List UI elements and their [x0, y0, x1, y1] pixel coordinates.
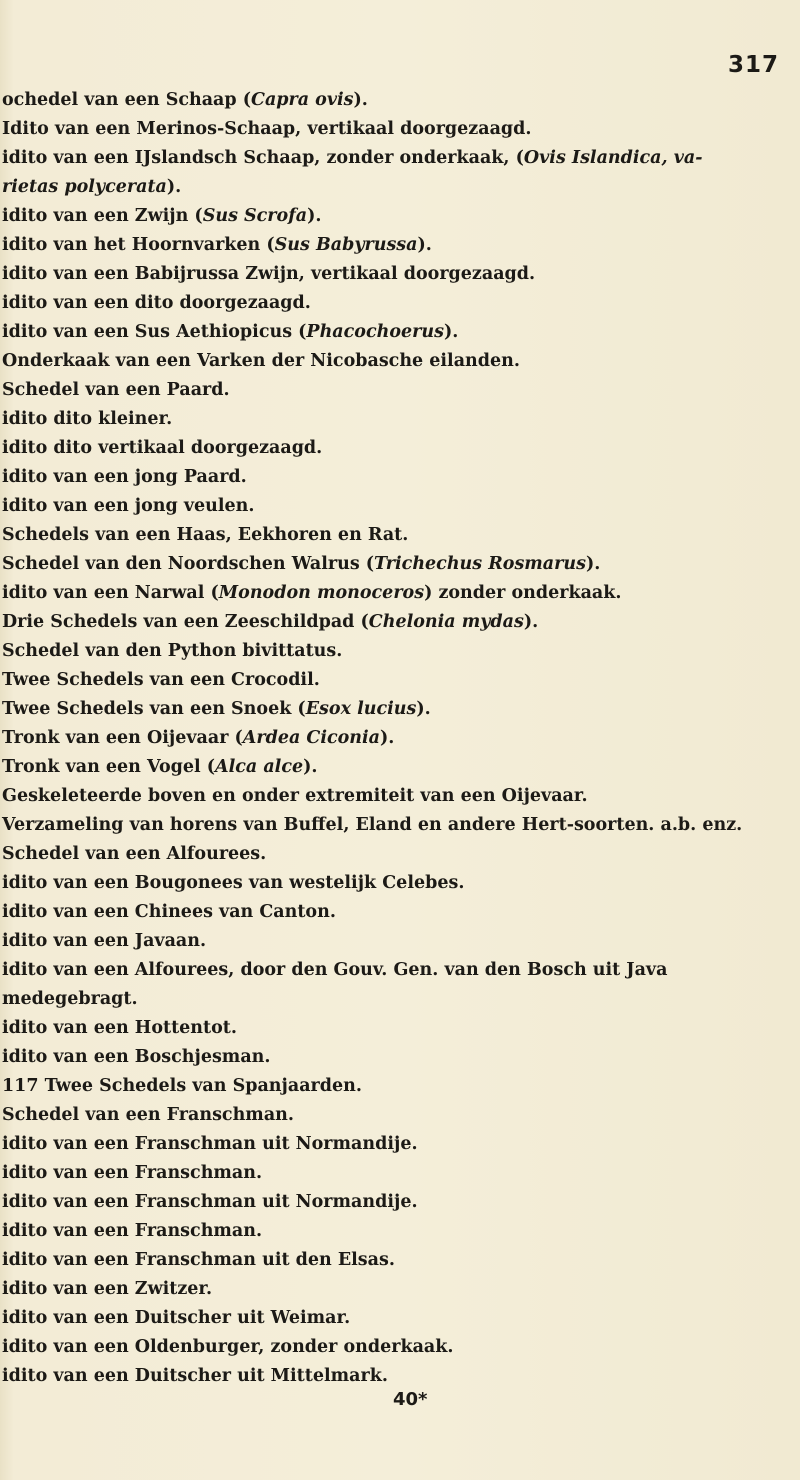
catalogue-entry — [0, 1101, 790, 1130]
catalogue-entry — [0, 985, 790, 1014]
entry-taxon-name: rietas polycerata — [2, 177, 167, 197]
entry-text: ). — [416, 699, 431, 719]
entry-text: idito van een Alfourees, door den Gouv. Gen. van den Bosch uit Java — [2, 960, 668, 980]
catalogue-entry — [0, 144, 790, 173]
entry-text: idito van een Javaan. — [2, 931, 207, 951]
entry-text: 117 Twee Schedels van Spanjaarden. — [2, 1076, 362, 1096]
entry-text: ). — [303, 757, 318, 777]
catalogue-entry — [0, 260, 790, 289]
entry-text: Schedel van een Alfourees. — [2, 844, 267, 864]
entry-text: Idito van een Merinos-Schaap, vertikaal doorgezaagd. — [2, 119, 532, 139]
catalogue-entry — [0, 376, 790, 405]
catalogue-entry — [0, 695, 790, 724]
entry-text: idito van een Franschman. — [2, 1221, 263, 1241]
catalogue-entry — [0, 318, 790, 347]
entry-text: ). — [166, 177, 182, 197]
catalogue-entry — [0, 202, 790, 231]
entry-text: idito van een Zwijn ( — [2, 206, 203, 226]
entry-text: Geskeleteerde boven en onder extremiteit van een Oijevaar. — [2, 786, 588, 806]
entry-text: idito van een Oldenburger, zonder onderkaak. — [2, 1337, 454, 1357]
entry-text: idito van een Babijrussa Zwijn, vertikaal doorgezaagd. — [2, 264, 536, 284]
entry-taxon-name: Ovis Islandica, va- — [523, 148, 703, 168]
catalogue-entry — [0, 550, 790, 579]
entry-taxon-name: Sus Scrofa — [202, 206, 308, 226]
entry-text: ). — [443, 322, 459, 342]
catalogue-entry — [0, 289, 790, 318]
catalogue-entry — [0, 1130, 790, 1159]
entry-taxon-name: Esox lucius — [305, 699, 417, 719]
entry-text: idito van een Chinees van Canton. — [2, 902, 336, 922]
entry-text: Tronk van een Oijevaar ( — [2, 728, 243, 748]
entry-text: ochedel van een Schaap ( — [2, 90, 252, 110]
catalogue-entry-list — [0, 86, 790, 1391]
entry-text: Onderkaak van een Varken der Nicobasche eilanden. — [2, 351, 520, 371]
catalogue-entry — [0, 898, 790, 927]
catalogue-entry — [0, 86, 790, 115]
catalogue-entry — [0, 666, 790, 695]
catalogue-entry — [0, 579, 790, 608]
entry-text: Schedels van een Haas, Eekhoren en Rat. — [2, 525, 409, 545]
entry-text: idito van een Sus Aethiopicus ( — [2, 322, 307, 342]
catalogue-entry — [0, 608, 790, 637]
entry-text: ) zonder onderkaak. — [424, 583, 622, 603]
entry-text: idito van een IJslandsch Schaap, zonder onderkaak, ( — [2, 148, 524, 168]
catalogue-entry — [0, 1014, 790, 1043]
catalogue-entry — [0, 463, 790, 492]
catalogue-entry — [0, 927, 790, 956]
catalogue-entry — [0, 1275, 790, 1304]
catalogue-entry — [0, 1043, 790, 1072]
entry-text: idito van een Hottentot. — [2, 1018, 237, 1038]
entry-text: idito van een Franschman. — [2, 1163, 263, 1183]
entry-text: Schedel van den Noordschen Walrus ( — [2, 554, 375, 574]
entry-text: idito van een dito doorgezaagd. — [2, 293, 311, 313]
catalogue-entry — [0, 521, 790, 550]
catalogue-entry — [0, 492, 790, 521]
entry-text: ). — [307, 206, 322, 226]
catalogue-entry — [0, 753, 790, 782]
catalogue-entry — [0, 1304, 790, 1333]
catalogue-entry — [0, 231, 790, 260]
entry-taxon-name: Phacochoerus — [306, 322, 444, 342]
catalogue-entry — [0, 840, 790, 869]
entry-text: ). — [585, 554, 601, 574]
catalogue-entry — [0, 1188, 790, 1217]
entry-text: Schedel van een Franschman. — [2, 1105, 294, 1125]
catalogue-entry — [0, 1246, 790, 1275]
entry-text: idito van een Narwal ( — [2, 583, 219, 603]
entry-text: idito van een Franschman uit Normandije. — [2, 1134, 418, 1154]
catalogue-entry — [0, 405, 790, 434]
catalogue-entry — [0, 434, 790, 463]
entry-text: idito van een Franschman uit Normandije. — [2, 1192, 418, 1212]
entry-text: Schedel van den Python bivittatus. — [2, 641, 343, 661]
entry-text: idito dito vertikaal doorgezaagd. — [2, 438, 323, 458]
entry-text: Drie Schedels van een Zeeschildpad ( — [2, 612, 369, 632]
entry-text: Twee Schedels van een Snoek ( — [2, 699, 306, 719]
catalogue-entry — [0, 1333, 790, 1362]
entry-text: idito van een Zwitzer. — [2, 1279, 213, 1299]
catalogue-entry — [0, 347, 790, 376]
catalogue-entry — [0, 173, 790, 202]
catalogue-entry — [0, 1159, 790, 1188]
signature-mark: 40* — [393, 1389, 428, 1410]
entry-text: idito van een Duitscher uit Mittelmark. — [2, 1366, 388, 1386]
entry-taxon-name: Ardea Ciconia — [242, 728, 381, 748]
page-number: 317 — [728, 52, 780, 78]
entry-text: idito van een Boschjesman. — [2, 1047, 271, 1067]
entry-text: idito van een jong Paard. — [2, 467, 247, 487]
catalogue-entry — [0, 811, 790, 840]
entry-taxon-name: Trichechus Rosmarus — [374, 554, 586, 574]
entry-text: idito van een Franschman uit den Elsas. — [2, 1250, 395, 1270]
entry-taxon-name: Alca alce — [215, 757, 304, 777]
entry-text: idito van een Bougonees van westelijk Celebes. — [2, 873, 465, 893]
entry-text: idito van een jong veulen. — [2, 496, 255, 516]
entry-text: ). — [417, 235, 432, 255]
catalogue-entry — [0, 782, 790, 811]
entry-taxon-name: Capra ovis — [251, 90, 354, 110]
entry-text: Verzameling van horens van Buffel, Eland en andere Hert-soorten. a.b. enz. — [2, 815, 743, 835]
entry-text: idito van een Duitscher uit Weimar. — [2, 1308, 351, 1328]
catalogue-entry — [0, 956, 790, 985]
catalogue-entry — [0, 1072, 790, 1101]
catalogue-entry — [0, 1362, 790, 1391]
entry-text: idito dito kleiner. — [2, 409, 173, 429]
entry-text: Schedel van een Paard. — [2, 380, 230, 400]
entry-text: idito van het Hoornvarken ( — [2, 235, 275, 255]
entry-text: Tronk van een Vogel ( — [2, 757, 216, 777]
catalogue-entry — [0, 115, 790, 144]
entry-taxon-name: Sus Babyrussa — [274, 235, 418, 255]
entry-text: ). — [353, 90, 368, 110]
entry-text: medegebragt. — [2, 989, 138, 1009]
entry-text: ). — [523, 612, 539, 632]
entry-text: ). — [380, 728, 395, 748]
entry-text: Twee Schedels van een Crocodil. — [2, 670, 320, 690]
entry-taxon-name: Monodon monoceros — [218, 583, 425, 603]
catalogue-entry — [0, 637, 790, 666]
catalogue-entry — [0, 1217, 790, 1246]
catalogue-entry — [0, 724, 790, 753]
catalogue-entry — [0, 869, 790, 898]
entry-taxon-name: Chelonia mydas — [368, 612, 524, 632]
